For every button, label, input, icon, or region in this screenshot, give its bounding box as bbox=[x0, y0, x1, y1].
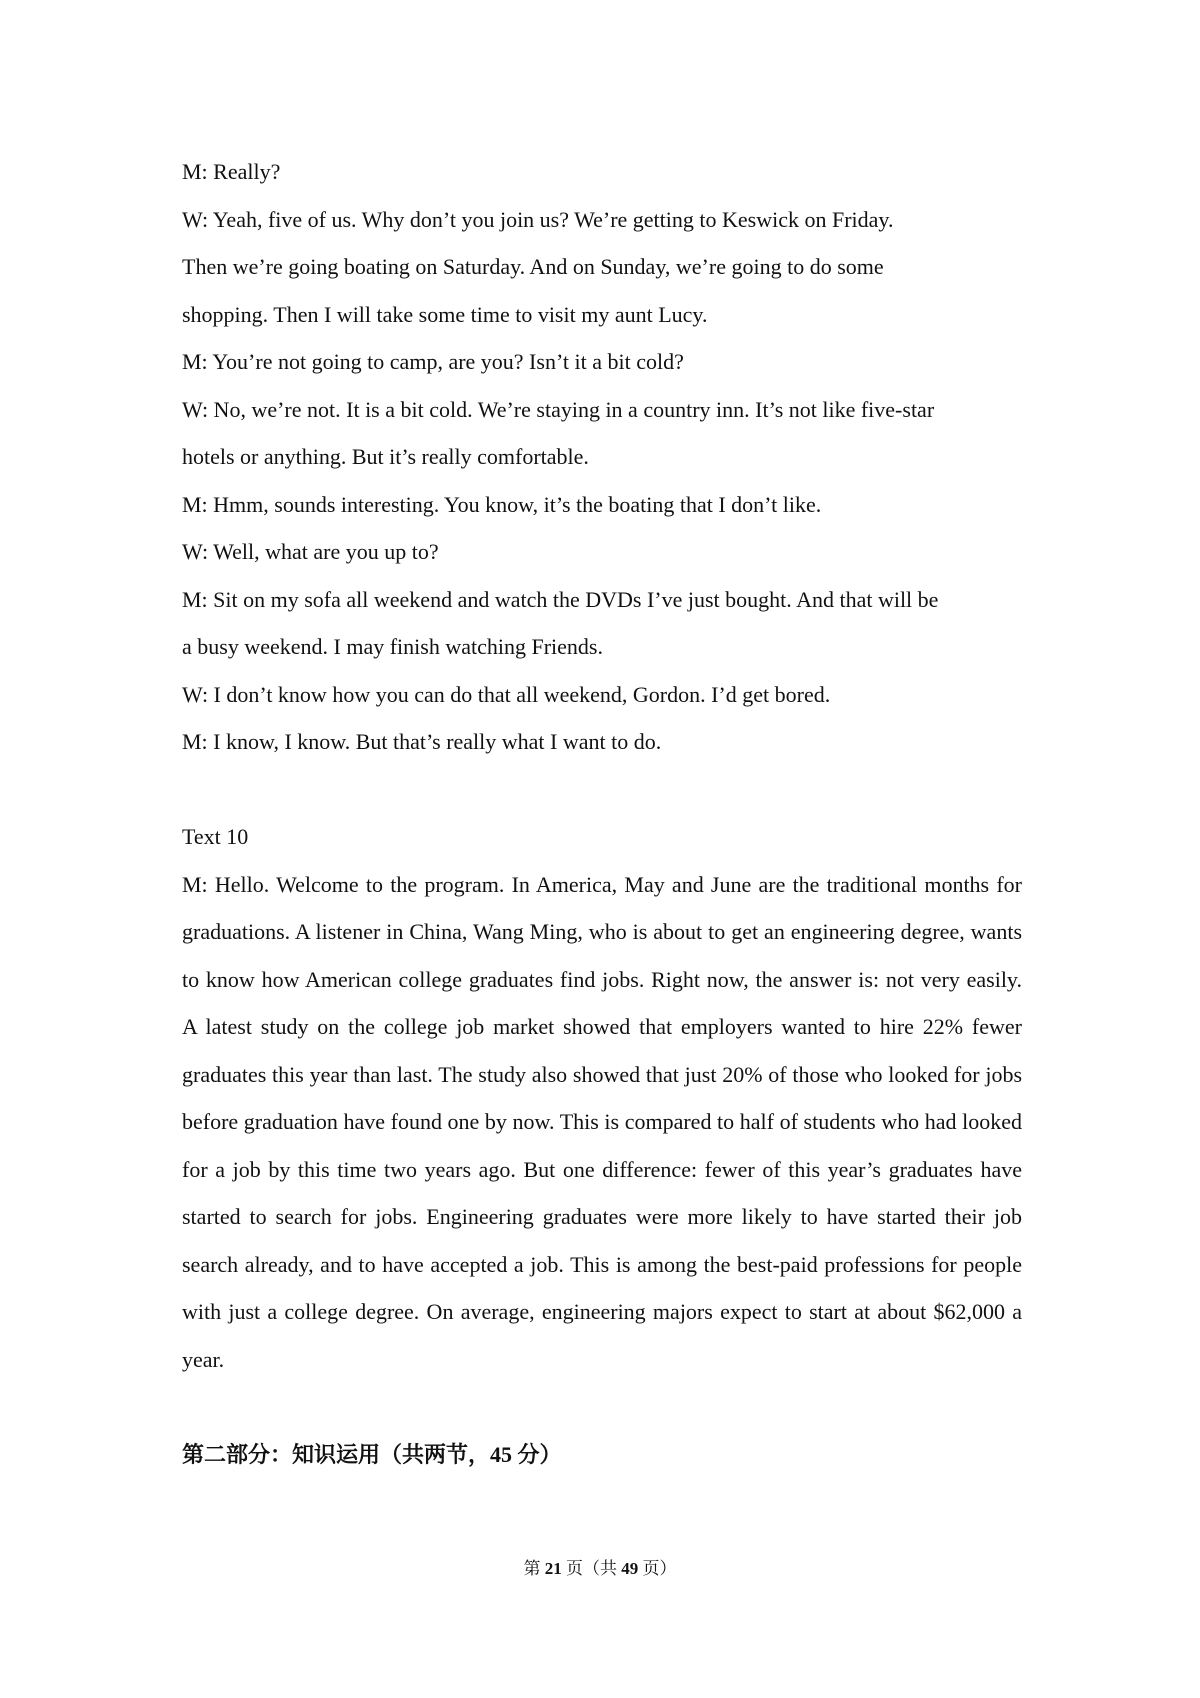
dialogue-line: a busy weekend. I may finish watching Friends. bbox=[182, 634, 603, 659]
dialogue-line: W: I don’t know how you can do that all weekend, Gordon. I’d get bored. bbox=[182, 681, 831, 707]
text-10-body: M: Hello. Welcome to the program. In America, May and June are the traditional months for graduations. A listener in China, Wang Ming, who is about to get an engineering degree, wants to know how American college graduates find jobs. Right now, the answer is: not very easily. A latest study on the college job market showed that employers wanted to hire 22% fewer graduates this year than last. The study also showed that just 20% of those who looked for jobs before graduation have found one by now. This is compared to half of students who had looked for a job by this time two years ago. But one difference: fewer of this year’s graduates have started to search for jobs. Engineering graduates were more likely to have started their job search already, and to have accepted a job. This is among the best-paid professions for people with just a college degree. On average, engineering majors expect to start at about $62,000 a year. bbox=[182, 871, 1022, 1372]
paragraph-gap bbox=[182, 766, 1022, 814]
dialogue-line: W: Yeah, five of us. Why don’t you join us? We’re getting to Keswick on Friday. bbox=[182, 206, 894, 232]
dialogue-line: M: Sit on my sofa all weekend and watch the DVDs I’ve just bought. And that will be bbox=[182, 586, 939, 612]
dialogue-line: M: Really? bbox=[182, 159, 281, 184]
section-heading: 第二部分：知识运用（共两节，45 分） bbox=[182, 1441, 562, 1467]
text-10-title: Text 10 bbox=[182, 824, 249, 849]
dialogue-line: hotels or anything. But it’s really comfortable. bbox=[182, 444, 589, 469]
dialogue-line: M: You’re not going to camp, are you? Isn’t it a bit cold? bbox=[182, 349, 684, 374]
footer-suffix: 页） bbox=[642, 1559, 677, 1578]
dialogue-line: W: Well, what are you up to? bbox=[182, 539, 439, 564]
dialogue-line: W: No, we’re not. It is a bit cold. We’re staying in a country inn. It’s not like five-star bbox=[182, 396, 935, 422]
footer-middle: 页（共 bbox=[566, 1559, 617, 1578]
footer-page-number: 21 bbox=[544, 1559, 562, 1578]
footer-prefix: 第 bbox=[523, 1559, 541, 1578]
footer-total-pages: 49 bbox=[621, 1559, 639, 1578]
dialogue-line: Then we’re going boating on Saturday. And on Sunday, we’re going to do some bbox=[182, 254, 884, 279]
page-footer bbox=[0, 1554, 1200, 1579]
dialogue-line: shopping. Then I will take some time to visit my aunt Lucy. bbox=[182, 301, 708, 327]
document-page bbox=[182, 148, 1022, 1478]
dialogue-line: M: I know, I know. But that’s really what I want to do. bbox=[182, 729, 662, 754]
dialogue-line: M: Hmm, sounds interesting. You know, it’s the boating that I don’t like. bbox=[182, 491, 822, 517]
